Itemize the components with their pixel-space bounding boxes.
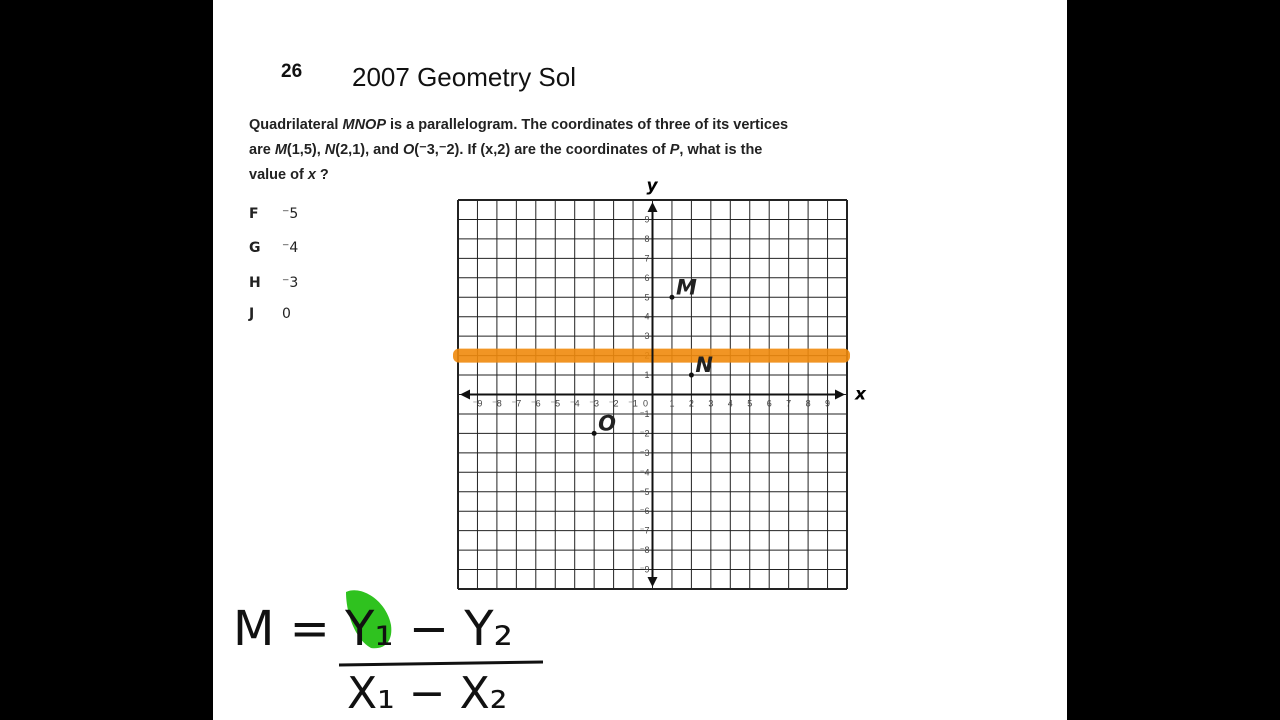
- choice-letter: H: [249, 275, 261, 291]
- y-tick-label: ⁻8: [639, 545, 650, 556]
- y-tick-label: 4: [644, 311, 650, 322]
- text: , what is the: [679, 142, 763, 158]
- y-tick-label: 3: [644, 331, 650, 342]
- formula-numerator: Y₁ − Y₂: [345, 601, 513, 657]
- x-tick-label: 3: [708, 398, 714, 409]
- choice-letter: J: [249, 306, 255, 322]
- x-tick-label: ⁻6: [530, 398, 541, 409]
- x-tick-label: ⁻3: [589, 398, 600, 409]
- x-tick-label: ⁻9: [472, 398, 483, 409]
- question-number: 26: [281, 61, 303, 82]
- y-tick-label: ⁻7: [639, 525, 650, 536]
- x-tick-label: ⁻5: [550, 398, 561, 409]
- text: Quadrilateral: [249, 117, 343, 133]
- choice-letter: F: [249, 206, 259, 222]
- x-tick-label: ⁻4: [569, 398, 580, 409]
- y-tick-label: 5: [644, 292, 650, 303]
- y-tick-label: ⁻3: [639, 447, 650, 458]
- text: are the coordinates of: [510, 142, 670, 158]
- text: M: [274, 142, 287, 158]
- choice-value: ⁻5: [282, 206, 299, 222]
- text: ?: [315, 167, 329, 183]
- point-label-M: M: [675, 275, 697, 300]
- x-tick-label: 8: [805, 398, 811, 409]
- text: are: [249, 142, 275, 158]
- y-tick-label: ⁻1: [639, 408, 650, 419]
- text: value of: [249, 167, 308, 183]
- y-tick-label: 7: [644, 253, 650, 264]
- text: . If: [459, 142, 481, 158]
- handwritten-slope-formula: [213, 0, 1067, 720]
- fraction-bar: [339, 662, 543, 665]
- x-tick-label: 7: [786, 398, 792, 409]
- x-tick-label: ⁻1: [628, 398, 638, 409]
- x-tick-label: 4: [727, 398, 733, 409]
- y-tick-label: 1: [644, 370, 650, 381]
- x-tick-label: 1: [669, 398, 675, 409]
- y-tick-label: ⁻9: [639, 564, 650, 575]
- question-text: Quadrilateral MNOP is a parallelogram. The coordinates of three of its vertices are M(1,5), N(2,1), and O(⁻3,⁻2). If (x,2) are the coordinates of P, what is the value of x ?: [249, 117, 789, 183]
- text: (1,5): [286, 142, 317, 158]
- x-axis-label: x: [855, 384, 866, 405]
- y-axis-label: y: [646, 176, 658, 196]
- x-tick-label: ⁻7: [511, 398, 522, 409]
- y-tick-label: ⁻2: [639, 428, 650, 439]
- text: P: [669, 142, 680, 158]
- y-tick-label: 9: [644, 214, 650, 225]
- y-tick-label: ⁻6: [639, 506, 650, 517]
- text: (2,1): [335, 142, 366, 158]
- text: x: [307, 167, 316, 183]
- point-label-O: O: [598, 411, 617, 436]
- x-tick-label: 6: [766, 398, 772, 409]
- x-tick-label: ⁻8: [492, 398, 502, 409]
- y-tick-label: 6: [644, 272, 650, 283]
- choice-value: ⁻4: [282, 240, 299, 256]
- text: MNOP: [342, 117, 386, 133]
- y-tick-label: ⁻5: [639, 486, 650, 497]
- y-tick-label: 8: [644, 233, 650, 244]
- x-tick-label: ⁻2: [608, 398, 619, 409]
- choice-letter: G: [249, 240, 261, 256]
- origin-label: 0: [642, 398, 649, 409]
- point-label-N: N: [695, 353, 713, 378]
- text: is a parallelogram. The coordinates of three of its vertices: [385, 117, 789, 133]
- text: (⁻3,⁻2): [414, 142, 460, 158]
- text: , and: [365, 142, 403, 158]
- y-tick-label: ⁻4: [639, 467, 650, 478]
- x-tick-label: 2: [688, 398, 694, 409]
- text: (x,2): [480, 142, 511, 158]
- choice-value: ⁻3: [282, 275, 299, 291]
- document-page: [213, 0, 1067, 720]
- x-tick-label: 9: [825, 398, 831, 409]
- formula-lhs: M =: [233, 601, 330, 657]
- formula-denominator: X₁ − X₂: [347, 668, 508, 719]
- x-tick-label: 5: [747, 398, 753, 409]
- page-title: 2007 Geometry Sol: [352, 62, 577, 92]
- text: N: [324, 142, 336, 158]
- choice-value: 0: [282, 306, 291, 322]
- text: O: [402, 142, 415, 158]
